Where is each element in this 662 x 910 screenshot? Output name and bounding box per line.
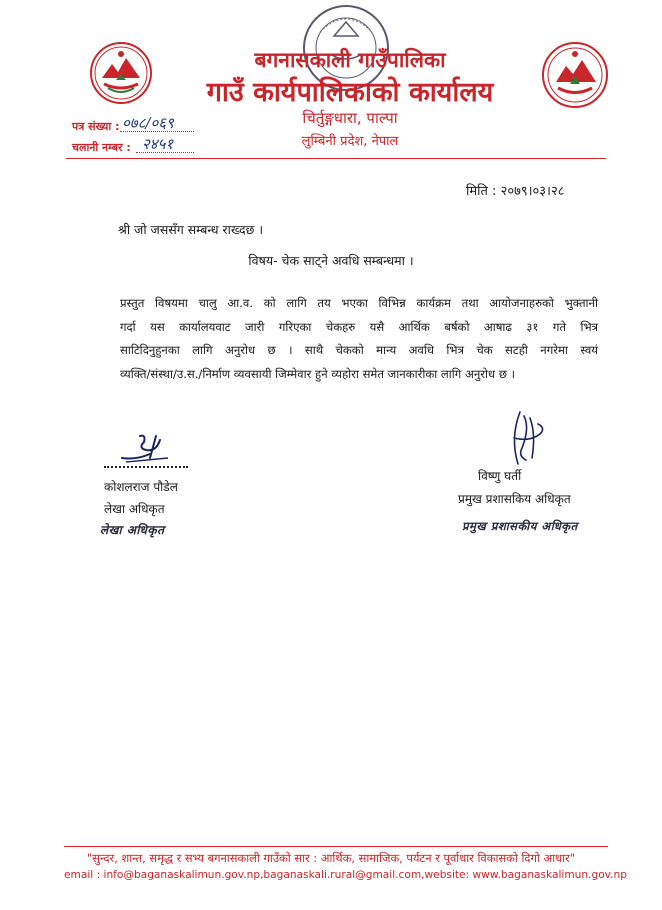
footer-gmail-link[interactable]: baganaskali.rural@gmail.com,	[263, 869, 425, 881]
body-line: गर्दा यस कार्यालयवाट जारी गरिएका चेकहरु यसै आर्थिक बर्षको आषाढ ३१ गते भित्र	[120, 319, 598, 334]
letter-no-label: पत्र संख्या :	[72, 120, 120, 133]
salutation: श्री जो जससँग सम्बन्ध राख्दछ ।	[118, 222, 264, 237]
footer-divider	[64, 846, 608, 847]
footer-slogan: "सुन्दर, शान्त, समृद्ध र सभ्य बगनासकाली गाउँको सार : आर्थिक, सामाजिक, पर्यटन र पूर्वाधार विकासको दिगो आधार"	[87, 851, 575, 865]
nepal-emblem-right-icon	[540, 40, 610, 110]
header-divider	[66, 158, 606, 159]
signature-left-dotline	[104, 466, 188, 468]
footer-email-link[interactable]: email : info@baganaskalimun.gov.np,	[64, 869, 264, 881]
left-signatory-stamp: लेखा अधिकृत	[100, 523, 165, 537]
letter-no-value: ०७८/०६९	[122, 114, 174, 132]
left-signatory-name: कोशलराज पौडेल	[104, 480, 178, 494]
signature-right-icon	[500, 408, 550, 470]
body-line: व्यक्ति/संस्था/उ.स./निर्माण व्यवसायी जिम्मेवार हुने व्यहोरा समेत जानकारीका लागि अनुरोध छ ।	[120, 366, 516, 381]
footer-contact	[64, 869, 627, 881]
signature-left-icon	[116, 430, 176, 464]
left-signatory-title: लेखा अधिकृत	[104, 502, 165, 516]
dispatch-no-label: चलानी नम्बर :	[72, 141, 131, 154]
right-signatory-stamp: प्रमुख प्रशासकीय अधिकृत	[462, 519, 578, 533]
dispatch-no-dotline	[136, 152, 194, 153]
office-location: चिर्तुङ्गधारा, पाल्पा	[302, 109, 398, 127]
body-line: साटिदिनुहुनका लागि अनुरोध छ । साथै चेकको मान्य अवधि भित्र चेक सटही नगरेमा स्वयं	[120, 343, 598, 357]
dispatch-no-value: २४५१	[142, 135, 174, 153]
office-province: लुम्बिनी प्रदेश, नेपाल	[301, 134, 399, 149]
municipality-name: बगनासकाली गाउँपालिका	[254, 48, 446, 72]
letter-no-dotline	[120, 131, 194, 132]
body-line: प्रस्तुत विषयमा चालु आ.व. को लागि तय भएका विभिन्न कार्यक्रम तथा आयोजनाहरुको भुक्तानी	[120, 296, 598, 310]
letter-date: मिति : २०७९।०३।२८	[466, 184, 565, 199]
right-signatory-name: विष्णु घर्ती	[478, 469, 522, 483]
nepal-emblem-left-icon	[88, 40, 154, 106]
right-signatory-title: प्रमुख प्रशासकिय अधिकृत	[458, 492, 571, 506]
footer-website-link[interactable]: website: www.baganaskalimun.gov.np	[424, 869, 627, 881]
subject-line: विषय- चेक साट्ने अवधि सम्बन्धमा ।	[248, 253, 414, 268]
body-paragraph	[120, 292, 598, 386]
office-name: गाउँ कार्यपालिकाको कार्यालय	[206, 77, 494, 108]
